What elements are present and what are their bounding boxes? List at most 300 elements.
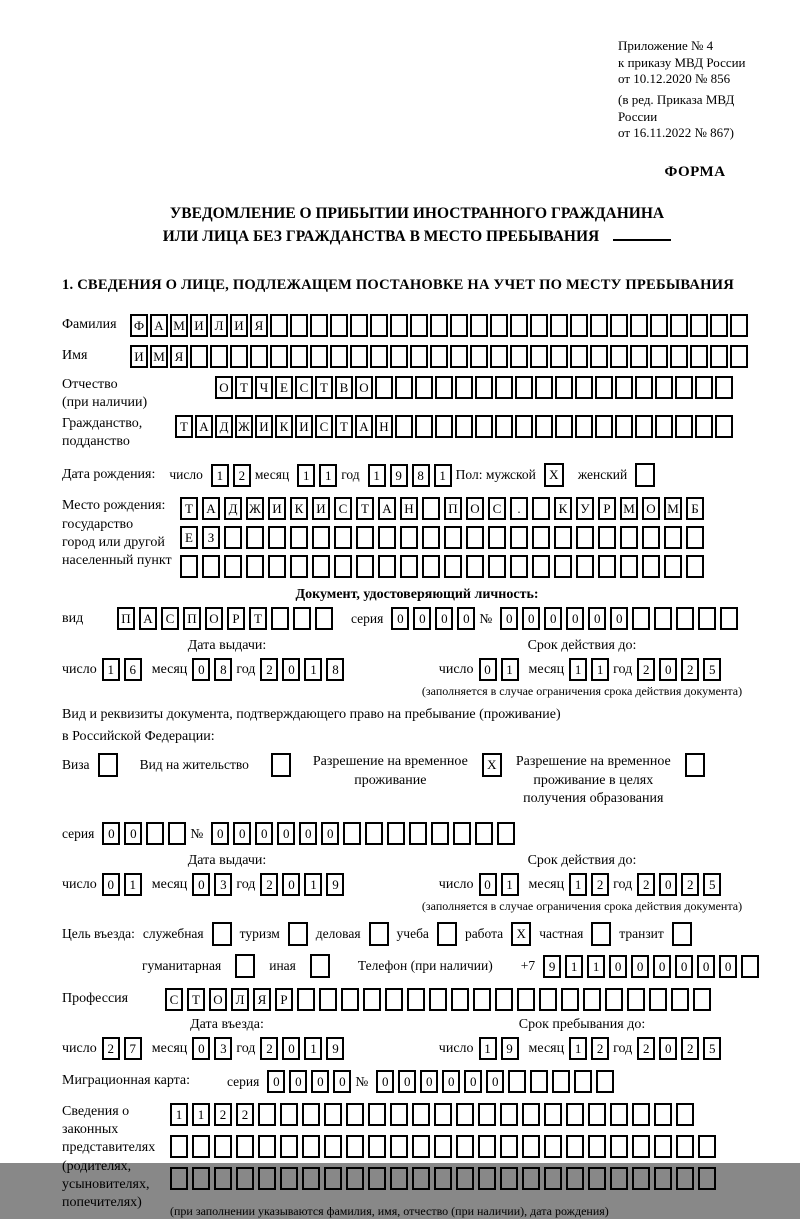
char-cell[interactable] (710, 345, 728, 368)
char-cell[interactable]: Ч (255, 376, 273, 399)
char-cell[interactable] (588, 1103, 606, 1126)
char-cell[interactable] (478, 1135, 496, 1158)
char-cell[interactable] (270, 345, 288, 368)
char-cell[interactable]: А (202, 497, 220, 520)
doc-kind-input[interactable] (117, 607, 337, 630)
char-cell[interactable] (422, 555, 440, 578)
doc-valid-day-input[interactable] (479, 658, 523, 681)
char-cell[interactable]: 3 (214, 873, 232, 896)
char-cell[interactable]: 0 (500, 607, 518, 630)
char-cell[interactable] (214, 1167, 232, 1190)
char-cell[interactable] (270, 314, 288, 337)
char-cell[interactable]: 0 (102, 873, 120, 896)
char-cell[interactable]: 0 (719, 955, 737, 978)
char-cell[interactable] (310, 345, 328, 368)
char-cell[interactable] (395, 376, 413, 399)
char-cell[interactable]: 1 (569, 873, 587, 896)
char-cell[interactable] (517, 988, 535, 1011)
char-cell[interactable] (532, 497, 550, 520)
char-cell[interactable]: 0 (102, 822, 120, 845)
char-cell[interactable] (693, 988, 711, 1011)
char-cell[interactable] (315, 607, 333, 630)
doc-number-input[interactable] (500, 607, 742, 630)
char-cell[interactable]: С (334, 497, 352, 520)
char-cell[interactable] (302, 1167, 320, 1190)
char-cell[interactable]: 0 (486, 1070, 504, 1093)
char-cell[interactable]: 2 (102, 1037, 120, 1060)
char-cell[interactable]: 0 (282, 658, 300, 681)
char-cell[interactable] (535, 415, 553, 438)
char-cell[interactable] (368, 1167, 386, 1190)
char-cell[interactable]: Т (249, 607, 267, 630)
char-cell[interactable]: С (315, 415, 333, 438)
char-cell[interactable]: 2 (233, 464, 251, 487)
char-cell[interactable] (180, 555, 198, 578)
char-cell[interactable] (522, 1167, 540, 1190)
char-cell[interactable]: 5 (703, 873, 721, 896)
char-cell[interactable] (410, 314, 428, 337)
char-cell[interactable] (497, 822, 515, 845)
char-cell[interactable] (591, 922, 611, 946)
char-cell[interactable]: Л (231, 988, 249, 1011)
char-cell[interactable]: 2 (260, 873, 278, 896)
char-cell[interactable] (576, 555, 594, 578)
char-cell[interactable] (455, 415, 473, 438)
char-cell[interactable]: 9 (543, 955, 561, 978)
char-cell[interactable] (341, 988, 359, 1011)
char-cell[interactable]: 2 (591, 1037, 609, 1060)
char-cell[interactable] (610, 314, 628, 337)
char-cell[interactable] (268, 526, 286, 549)
char-cell[interactable] (456, 1135, 474, 1158)
phone-input[interactable] (543, 955, 763, 978)
birth-day-input[interactable] (211, 464, 255, 487)
char-cell[interactable] (363, 988, 381, 1011)
char-cell[interactable]: 0 (659, 873, 677, 896)
char-cell[interactable] (635, 415, 653, 438)
char-cell[interactable] (430, 345, 448, 368)
char-cell[interactable] (435, 415, 453, 438)
char-cell[interactable] (495, 415, 513, 438)
res-number-input[interactable] (211, 822, 519, 845)
char-cell[interactable] (664, 526, 682, 549)
char-cell[interactable] (655, 376, 673, 399)
char-cell[interactable] (370, 345, 388, 368)
char-cell[interactable] (409, 822, 427, 845)
char-cell[interactable] (544, 1135, 562, 1158)
char-cell[interactable] (490, 345, 508, 368)
char-cell[interactable] (356, 526, 374, 549)
char-cell[interactable] (649, 988, 667, 1011)
char-cell[interactable] (510, 526, 528, 549)
char-cell[interactable] (319, 988, 337, 1011)
char-cell[interactable] (522, 1135, 540, 1158)
char-cell[interactable] (605, 988, 623, 1011)
char-cell[interactable] (470, 314, 488, 337)
char-cell[interactable] (290, 526, 308, 549)
char-cell[interactable] (627, 988, 645, 1011)
char-cell[interactable] (250, 345, 268, 368)
char-cell[interactable] (632, 607, 650, 630)
char-cell[interactable] (190, 345, 208, 368)
char-cell[interactable]: 1 (319, 464, 337, 487)
char-cell[interactable] (271, 753, 291, 777)
checkbox-purpose-business[interactable] (369, 922, 389, 946)
checkbox-temp-residence[interactable] (482, 753, 502, 777)
char-cell[interactable]: 1 (501, 873, 519, 896)
char-cell[interactable]: 3 (214, 1037, 232, 1060)
char-cell[interactable] (290, 345, 308, 368)
char-cell[interactable]: О (466, 497, 484, 520)
char-cell[interactable] (488, 555, 506, 578)
char-cell[interactable] (532, 526, 550, 549)
char-cell[interactable]: И (295, 415, 313, 438)
char-cell[interactable]: И (190, 314, 208, 337)
res-issue-year-input[interactable] (260, 873, 348, 896)
birth-month-input[interactable] (297, 464, 341, 487)
char-cell[interactable] (654, 1167, 672, 1190)
char-cell[interactable]: О (215, 376, 233, 399)
char-cell[interactable] (268, 555, 286, 578)
char-cell[interactable] (415, 415, 433, 438)
char-cell[interactable] (434, 1167, 452, 1190)
char-cell[interactable]: 1 (565, 955, 583, 978)
char-cell[interactable] (170, 1167, 188, 1190)
char-cell[interactable]: 0 (255, 822, 273, 845)
char-cell[interactable] (330, 345, 348, 368)
char-cell[interactable]: 1 (170, 1103, 188, 1126)
char-cell[interactable]: К (554, 497, 572, 520)
char-cell[interactable] (258, 1135, 276, 1158)
char-cell[interactable]: Б (686, 497, 704, 520)
char-cell[interactable] (350, 314, 368, 337)
char-cell[interactable] (293, 607, 311, 630)
char-cell[interactable] (620, 555, 638, 578)
char-cell[interactable]: Л (210, 314, 228, 337)
doc-series-input[interactable] (391, 607, 479, 630)
mig-series-input[interactable] (267, 1070, 355, 1093)
char-cell[interactable] (650, 314, 668, 337)
char-cell[interactable] (574, 1070, 592, 1093)
char-cell[interactable] (532, 555, 550, 578)
char-cell[interactable]: М (170, 314, 188, 337)
doc-valid-month-input[interactable] (569, 658, 613, 681)
char-cell[interactable] (434, 1135, 452, 1158)
char-cell[interactable] (671, 988, 689, 1011)
res-valid-day-input[interactable] (479, 873, 523, 896)
res-valid-year-input[interactable] (637, 873, 725, 896)
char-cell[interactable]: 9 (326, 873, 344, 896)
checkbox-female[interactable] (635, 463, 655, 487)
char-cell[interactable]: 0 (653, 955, 671, 978)
doc-valid-year-input[interactable] (637, 658, 725, 681)
char-cell[interactable]: Н (400, 497, 418, 520)
char-cell[interactable]: О (642, 497, 660, 520)
char-cell[interactable] (710, 314, 728, 337)
char-cell[interactable] (407, 988, 425, 1011)
char-cell[interactable] (400, 555, 418, 578)
char-cell[interactable] (555, 376, 573, 399)
char-cell[interactable]: 0 (609, 955, 627, 978)
char-cell[interactable] (610, 345, 628, 368)
char-cell[interactable] (429, 988, 447, 1011)
char-cell[interactable] (630, 314, 648, 337)
char-cell[interactable] (555, 415, 573, 438)
char-cell[interactable]: 8 (214, 658, 232, 681)
char-cell[interactable] (561, 988, 579, 1011)
char-cell[interactable] (450, 345, 468, 368)
char-cell[interactable]: X (544, 463, 564, 487)
char-cell[interactable] (451, 988, 469, 1011)
char-cell[interactable]: 0 (435, 607, 453, 630)
char-cell[interactable] (690, 345, 708, 368)
char-cell[interactable] (146, 822, 164, 845)
checkbox-purpose-study[interactable] (437, 922, 457, 946)
char-cell[interactable] (570, 345, 588, 368)
char-cell[interactable]: 1 (304, 1037, 322, 1060)
char-cell[interactable]: 1 (102, 658, 120, 681)
char-cell[interactable] (271, 607, 289, 630)
char-cell[interactable] (434, 1103, 452, 1126)
char-cell[interactable] (535, 376, 553, 399)
char-cell[interactable] (98, 753, 118, 777)
char-cell[interactable] (400, 526, 418, 549)
char-cell[interactable] (530, 1070, 548, 1093)
checkbox-residence-permit[interactable] (271, 753, 291, 777)
char-cell[interactable]: 2 (637, 658, 655, 681)
char-cell[interactable]: 0 (631, 955, 649, 978)
char-cell[interactable] (210, 345, 228, 368)
char-cell[interactable]: 2 (637, 1037, 655, 1060)
char-cell[interactable] (390, 1167, 408, 1190)
char-cell[interactable] (552, 1070, 570, 1093)
checkbox-purpose-official[interactable] (212, 922, 232, 946)
char-cell[interactable]: Ж (246, 497, 264, 520)
char-cell[interactable] (676, 607, 694, 630)
char-cell[interactable] (324, 1135, 342, 1158)
char-cell[interactable]: 0 (522, 607, 540, 630)
char-cell[interactable]: 1 (368, 464, 386, 487)
legal-rep-row3[interactable] (170, 1167, 720, 1190)
char-cell[interactable]: 0 (267, 1070, 285, 1093)
char-cell[interactable] (596, 1070, 614, 1093)
char-cell[interactable] (334, 526, 352, 549)
char-cell[interactable]: Р (227, 607, 245, 630)
char-cell[interactable]: 2 (681, 873, 699, 896)
char-cell[interactable] (508, 1070, 526, 1093)
stay-month-input[interactable] (569, 1037, 613, 1060)
char-cell[interactable]: С (161, 607, 179, 630)
char-cell[interactable]: 1 (569, 658, 587, 681)
char-cell[interactable]: М (150, 345, 168, 368)
char-cell[interactable]: А (150, 314, 168, 337)
char-cell[interactable] (431, 822, 449, 845)
char-cell[interactable]: Е (180, 526, 198, 549)
char-cell[interactable] (170, 1135, 188, 1158)
name-input[interactable] (130, 345, 750, 368)
char-cell[interactable]: 1 (591, 658, 609, 681)
checkbox-visa[interactable] (98, 753, 118, 777)
char-cell[interactable]: Н (375, 415, 393, 438)
char-cell[interactable]: 0 (697, 955, 715, 978)
char-cell[interactable] (554, 555, 572, 578)
char-cell[interactable] (224, 555, 242, 578)
char-cell[interactable]: 0 (192, 658, 210, 681)
char-cell[interactable] (670, 314, 688, 337)
char-cell[interactable]: 0 (675, 955, 693, 978)
char-cell[interactable]: 2 (236, 1103, 254, 1126)
char-cell[interactable] (720, 607, 738, 630)
char-cell[interactable]: Я (250, 314, 268, 337)
char-cell[interactable] (236, 1167, 254, 1190)
char-cell[interactable] (510, 555, 528, 578)
char-cell[interactable] (473, 988, 491, 1011)
char-cell[interactable]: П (444, 497, 462, 520)
char-cell[interactable]: А (378, 497, 396, 520)
birth-place-row3[interactable] (180, 555, 708, 578)
char-cell[interactable] (698, 1135, 716, 1158)
char-cell[interactable] (566, 1167, 584, 1190)
char-cell[interactable] (346, 1135, 364, 1158)
char-cell[interactable] (590, 345, 608, 368)
char-cell[interactable] (676, 1167, 694, 1190)
char-cell[interactable]: Т (187, 988, 205, 1011)
char-cell[interactable]: 2 (591, 873, 609, 896)
char-cell[interactable] (324, 1167, 342, 1190)
char-cell[interactable]: П (183, 607, 201, 630)
char-cell[interactable] (390, 1103, 408, 1126)
char-cell[interactable]: А (139, 607, 157, 630)
mig-number-input[interactable] (376, 1070, 618, 1093)
res-valid-month-input[interactable] (569, 873, 613, 896)
char-cell[interactable] (412, 1135, 430, 1158)
char-cell[interactable] (642, 526, 660, 549)
char-cell[interactable] (365, 822, 383, 845)
char-cell[interactable]: 0 (391, 607, 409, 630)
char-cell[interactable] (455, 376, 473, 399)
char-cell[interactable] (595, 376, 613, 399)
char-cell[interactable]: Д (224, 497, 242, 520)
char-cell[interactable] (741, 955, 759, 978)
char-cell[interactable]: 0 (413, 607, 431, 630)
char-cell[interactable]: 0 (420, 1070, 438, 1093)
char-cell[interactable] (685, 753, 705, 777)
char-cell[interactable]: 1 (501, 658, 519, 681)
char-cell[interactable] (246, 555, 264, 578)
char-cell[interactable] (236, 1135, 254, 1158)
char-cell[interactable] (654, 607, 672, 630)
char-cell[interactable]: 6 (124, 658, 142, 681)
char-cell[interactable] (224, 526, 242, 549)
char-cell[interactable]: У (576, 497, 594, 520)
char-cell[interactable]: 2 (681, 658, 699, 681)
char-cell[interactable] (598, 555, 616, 578)
char-cell[interactable]: X (482, 753, 502, 777)
char-cell[interactable]: К (275, 415, 293, 438)
char-cell[interactable] (730, 314, 748, 337)
char-cell[interactable]: Т (235, 376, 253, 399)
char-cell[interactable]: 2 (637, 873, 655, 896)
char-cell[interactable] (456, 1103, 474, 1126)
char-cell[interactable]: 2 (214, 1103, 232, 1126)
char-cell[interactable]: И (268, 497, 286, 520)
checkbox-purpose-private[interactable] (591, 922, 611, 946)
char-cell[interactable] (235, 954, 255, 978)
char-cell[interactable] (312, 526, 330, 549)
char-cell[interactable]: 5 (703, 1037, 721, 1060)
char-cell[interactable] (324, 1103, 342, 1126)
char-cell[interactable]: Д (215, 415, 233, 438)
char-cell[interactable] (635, 376, 653, 399)
checkbox-purpose-work[interactable] (511, 922, 531, 946)
char-cell[interactable]: 0 (192, 1037, 210, 1060)
char-cell[interactable]: 1 (434, 464, 452, 487)
char-cell[interactable] (422, 497, 440, 520)
res-issue-month-input[interactable] (192, 873, 236, 896)
char-cell[interactable] (686, 526, 704, 549)
char-cell[interactable] (642, 555, 660, 578)
char-cell[interactable] (387, 822, 405, 845)
char-cell[interactable] (214, 1135, 232, 1158)
profession-input[interactable] (165, 988, 715, 1011)
char-cell[interactable]: 0 (479, 658, 497, 681)
char-cell[interactable]: И (130, 345, 148, 368)
char-cell[interactable]: 0 (464, 1070, 482, 1093)
char-cell[interactable] (450, 314, 468, 337)
char-cell[interactable] (610, 1103, 628, 1126)
char-cell[interactable] (500, 1135, 518, 1158)
char-cell[interactable] (675, 376, 693, 399)
char-cell[interactable] (390, 345, 408, 368)
char-cell[interactable] (544, 1167, 562, 1190)
char-cell[interactable] (346, 1167, 364, 1190)
char-cell[interactable] (635, 463, 655, 487)
char-cell[interactable] (475, 415, 493, 438)
char-cell[interactable]: А (355, 415, 373, 438)
legal-rep-row1[interactable] (170, 1103, 720, 1126)
char-cell[interactable]: Р (598, 497, 616, 520)
char-cell[interactable] (676, 1135, 694, 1158)
char-cell[interactable] (310, 954, 330, 978)
char-cell[interactable] (632, 1167, 650, 1190)
char-cell[interactable] (554, 526, 572, 549)
char-cell[interactable] (378, 555, 396, 578)
char-cell[interactable] (437, 922, 457, 946)
char-cell[interactable] (466, 526, 484, 549)
char-cell[interactable] (290, 314, 308, 337)
char-cell[interactable] (475, 376, 493, 399)
char-cell[interactable] (368, 1103, 386, 1126)
char-cell[interactable] (334, 555, 352, 578)
char-cell[interactable] (168, 822, 186, 845)
char-cell[interactable]: 0 (457, 607, 475, 630)
char-cell[interactable] (356, 555, 374, 578)
char-cell[interactable] (390, 1135, 408, 1158)
char-cell[interactable] (610, 1167, 628, 1190)
char-cell[interactable]: 1 (304, 658, 322, 681)
birth-place-row1[interactable] (180, 497, 708, 520)
char-cell[interactable] (453, 822, 471, 845)
char-cell[interactable] (698, 1167, 716, 1190)
char-cell[interactable]: О (355, 376, 373, 399)
char-cell[interactable] (330, 314, 348, 337)
char-cell[interactable]: Т (180, 497, 198, 520)
char-cell[interactable] (488, 526, 506, 549)
legal-rep-row2[interactable] (170, 1135, 720, 1158)
char-cell[interactable] (595, 415, 613, 438)
char-cell[interactable] (375, 376, 393, 399)
char-cell[interactable] (695, 415, 713, 438)
